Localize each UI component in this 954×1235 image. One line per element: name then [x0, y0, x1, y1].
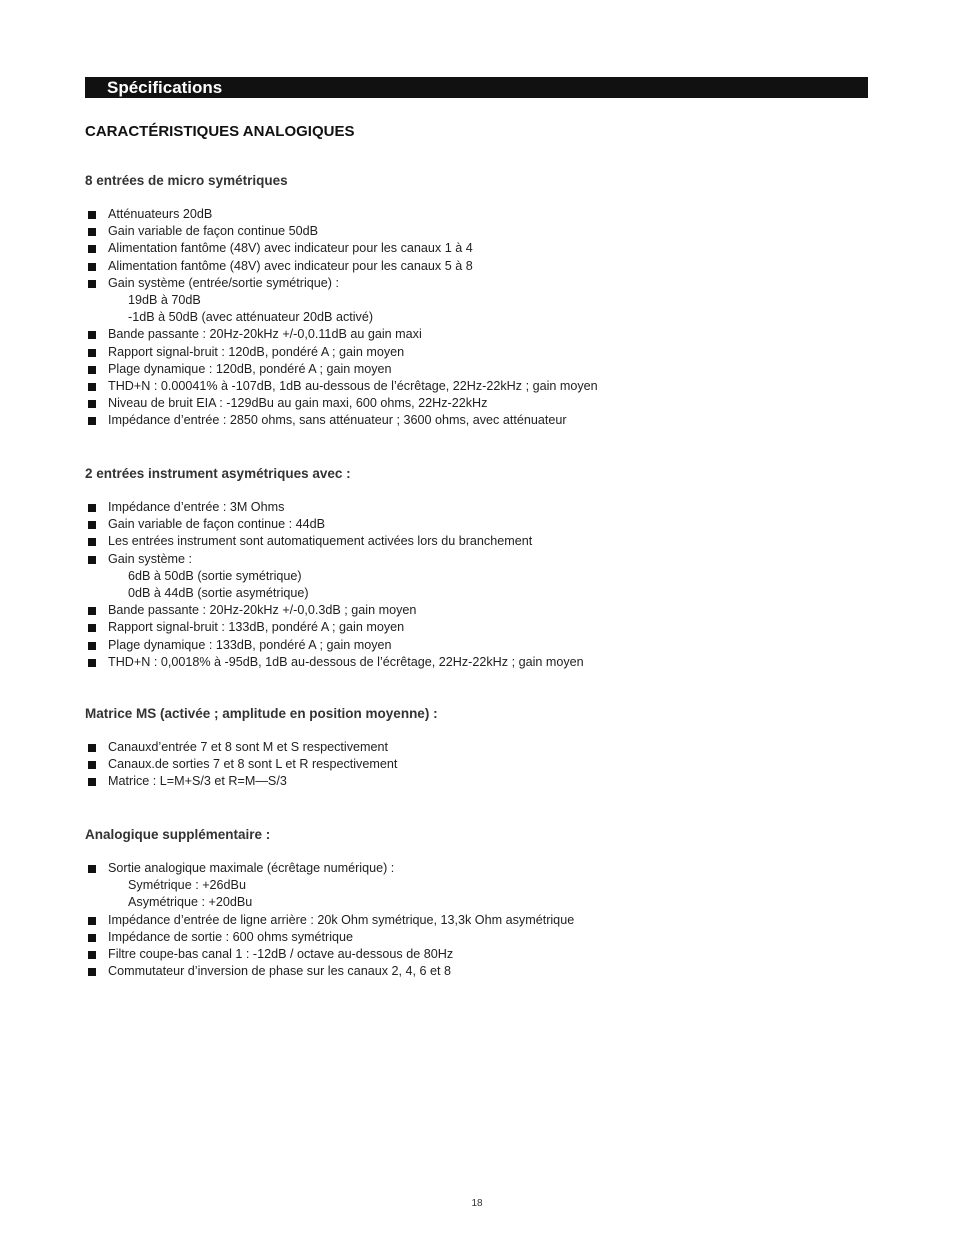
spec-list-item — [85, 258, 598, 275]
spec-group-heading: Matrice MS (activée ; amplitude en position moyenne) : — [85, 706, 438, 721]
spec-list-item — [85, 739, 438, 756]
spec-item-text: Impédance d’entrée de ligne arrière : 20k Ohm symétrique, 13,3k Ohm asymétrique — [108, 912, 575, 927]
spec-item-text: Impédance de sortie : 600 ohms symétrique — [108, 929, 354, 944]
spec-list-item — [85, 378, 598, 395]
spec-item-text: Gain système (entrée/sortie symétrique) : — [108, 275, 339, 290]
square-bullet-icon — [88, 331, 96, 339]
square-bullet-icon — [88, 968, 96, 976]
spec-list-item — [85, 516, 584, 533]
spec-list-item — [85, 654, 584, 671]
square-bullet-icon — [88, 538, 96, 546]
spec-item-text: THD+N : 0,0018% à -95dB, 1dB au-dessous de l’écrêtage, 22Hz-22kHz ; gain moyen — [108, 654, 584, 669]
spec-group — [85, 826, 574, 980]
spec-list-item — [85, 602, 584, 619]
square-bullet-icon — [88, 383, 96, 391]
spec-item-text: Matrice : L=M+S/3 et R=M—S/3 — [108, 774, 287, 789]
spec-list-item — [85, 361, 598, 378]
spec-item-text: Rapport signal-bruit : 133dB, pondéré A ; gain moyen — [108, 620, 405, 635]
spec-list-item — [85, 963, 574, 980]
spec-group — [85, 172, 598, 430]
spec-list-item — [85, 912, 574, 929]
spec-item-text: Atténuateurs 20dB — [108, 207, 213, 221]
square-bullet-icon — [88, 504, 96, 512]
spec-item-text: Plage dynamique : 133dB, pondéré A ; gain moyen — [108, 637, 392, 652]
spec-list-item — [85, 637, 584, 654]
square-bullet-icon — [88, 245, 96, 253]
spec-sub-item: Asymétrique : +20dBu — [128, 895, 253, 910]
spec-group — [85, 705, 438, 791]
spec-list-item — [85, 499, 584, 516]
spec-item-text: Alimentation fantôme (48V) avec indicateur pour les canaux 1 à 4 — [108, 241, 473, 256]
square-bullet-icon — [88, 556, 96, 564]
spec-list-item — [85, 860, 574, 912]
spec-item-text: Impédance d’entrée : 2850 ohms, sans atténuateur ; 3600 ohms, avec atténuateur — [108, 413, 567, 428]
spec-item-text: Gain système : — [108, 551, 192, 566]
spec-list-item — [85, 412, 598, 429]
spec-list-item — [85, 929, 574, 946]
spec-item-text: Alimentation fantôme (48V) avec indicateur pour les canaux 5 à 8 — [108, 258, 473, 273]
spec-group-heading: 2 entrées instrument asymétriques avec : — [85, 466, 351, 481]
spec-list-item — [85, 551, 584, 603]
spec-list-item — [85, 756, 438, 773]
page-title-bar — [85, 77, 868, 98]
square-bullet-icon — [88, 400, 96, 408]
spec-list-item — [85, 395, 598, 412]
spec-list — [85, 499, 584, 671]
spec-list-item — [85, 533, 584, 550]
spec-item-text: Impédance d’entrée : 3M Ohms — [108, 500, 285, 514]
spec-sub-item: -1dB à 50dB (avec atténuateur 20dB activé) — [128, 310, 374, 325]
spec-list-item — [85, 344, 598, 361]
spec-item-text: Canaux.de sorties 7 et 8 sont L et R respectivement — [108, 757, 398, 772]
spec-item-text: Niveau de bruit EIA : -129dBu au gain maxi, 600 ohms, 22Hz-22kHz — [108, 396, 488, 411]
square-bullet-icon — [88, 607, 96, 615]
spec-group-heading: Analogique supplémentaire : — [85, 827, 271, 842]
page-number: 18 — [471, 1198, 483, 1209]
spec-list-item — [85, 619, 584, 636]
spec-sub-item: 0dB à 44dB (sortie asymétrique) — [128, 586, 309, 601]
square-bullet-icon — [88, 642, 96, 650]
spec-item-text: Plage dynamique : 120dB, pondéré A ; gain moyen — [108, 361, 392, 376]
spec-list-item — [85, 223, 598, 240]
square-bullet-icon — [88, 951, 96, 959]
spec-sub-item: Symétrique : +26dBu — [128, 878, 246, 893]
square-bullet-icon — [88, 761, 96, 769]
spec-item-text: Bande passante : 20Hz-20kHz +/-0,0.11dB au gain maxi — [108, 327, 422, 342]
spec-list — [85, 860, 574, 980]
square-bullet-icon — [88, 521, 96, 529]
spec-item-text: Sortie analogique maximale (écrêtage numérique) : — [108, 861, 395, 875]
spec-list-item — [85, 275, 598, 327]
spec-item-text: Canauxd’entrée 7 et 8 sont M et S respectivement — [108, 740, 389, 754]
square-bullet-icon — [88, 211, 96, 219]
spec-group — [85, 465, 584, 671]
square-bullet-icon — [88, 865, 96, 873]
spec-item-text: Les entrées instrument sont automatiquement activées lors du branchement — [108, 534, 533, 549]
spec-sub-item: 6dB à 50dB (sortie symétrique) — [128, 568, 302, 583]
square-bullet-icon — [88, 366, 96, 374]
spec-item-text: Bande passante : 20Hz-20kHz +/-0,0.3dB ; gain moyen — [108, 603, 417, 618]
square-bullet-icon — [88, 624, 96, 632]
spec-list — [85, 206, 598, 430]
square-bullet-icon — [88, 778, 96, 786]
square-bullet-icon — [88, 659, 96, 667]
square-bullet-icon — [88, 934, 96, 942]
spec-item-text: Rapport signal-bruit : 120dB, pondéré A ; gain moyen — [108, 344, 405, 359]
page-title: Spécifications — [107, 78, 223, 97]
spec-list-item — [85, 326, 598, 343]
spec-item-text: Commutateur d’inversion de phase sur les canaux 2, 4, 6 et 8 — [108, 964, 452, 979]
square-bullet-icon — [88, 263, 96, 271]
section-title: CARACTÉRISTIQUES ANALOGIQUES — [85, 123, 355, 140]
spec-group-heading: 8 entrées de micro symétriques — [85, 173, 288, 188]
square-bullet-icon — [88, 228, 96, 236]
spec-list-item — [85, 773, 438, 790]
spec-item-text: Filtre coupe-bas canal 1 : -12dB / octave au-dessous de 80Hz — [108, 947, 454, 962]
spec-list-item — [85, 240, 598, 257]
square-bullet-icon — [88, 417, 96, 425]
spec-list-item — [85, 206, 598, 223]
spec-item-text: THD+N : 0.00041% à -107dB, 1dB au-dessous de l’écrêtage, 22Hz-22kHz ; gain moyen — [108, 379, 598, 394]
spec-item-text: Gain variable de façon continue : 44dB — [108, 517, 326, 532]
square-bullet-icon — [88, 349, 96, 357]
square-bullet-icon — [88, 917, 96, 925]
spec-item-text: Gain variable de façon continue 50dB — [108, 224, 319, 239]
spec-sub-item: 19dB à 70dB — [128, 293, 201, 308]
square-bullet-icon — [88, 280, 96, 288]
spec-list — [85, 739, 438, 791]
spec-list-item — [85, 946, 574, 963]
square-bullet-icon — [88, 744, 96, 752]
